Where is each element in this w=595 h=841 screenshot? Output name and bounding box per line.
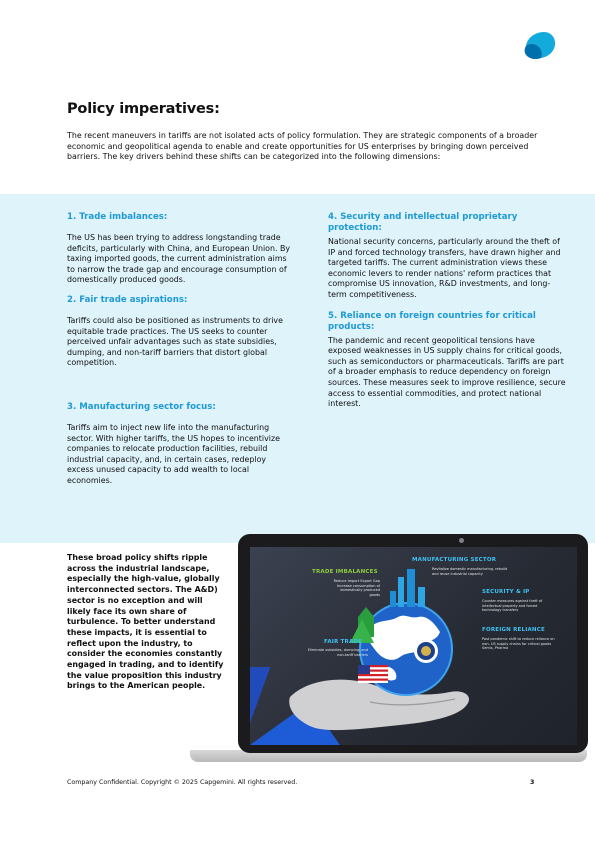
capgemini-spade-icon — [520, 30, 560, 64]
drivers-right-column — [328, 212, 566, 410]
drivers-left-column — [67, 212, 295, 487]
section-title: 5. Reliance on foreign countries for critical products: — [328, 310, 536, 332]
page-number: 3 — [530, 779, 535, 786]
desc-manufacturing: Revitalize domestic manufacturing, rebuild and reuse industrial capacity — [432, 567, 508, 576]
section-body: Tariffs could also be positioned as instruments to drive equitable trade practices. The US seeks to counter perceived unfair advantages such as state subsidies, dumping, and non-tariff barriers that distort global competition. — [67, 315, 283, 368]
section-title: 1. Trade imbalances: — [67, 212, 168, 222]
intro-paragraph: The recent maneuvers in tariffs are not isolated acts of policy formulation. They are strategic components of a broader economic and geopolitical agenda to enable and create opportunities for US enterprises by bringing down perceived barriers. The key drivers behind these shifts can be categorized into the following dimensions: — [67, 131, 538, 162]
laptop-infographic — [190, 534, 595, 764]
label-foreign-reliance: FOREIGN RELIANCE — [482, 627, 545, 633]
driver-section-fair-trade — [67, 295, 295, 369]
section-body: Tariffs aim to inject new life into the manufacturing sector. With higher tariffs, the US hopes to incentivize companies to relocate production facilities, rebuild industrial capacity, and, in certain cases, redeploy excess unused capacity to add wealth to local economies. — [67, 422, 280, 485]
label-security-ip: SECURITY & IP — [482, 589, 530, 595]
label-fair-trade: FAIR TRADE — [324, 639, 363, 645]
section-title: 3. Manufacturing sector focus: — [67, 401, 216, 412]
driver-section-manufacturing — [67, 402, 295, 487]
summary-paragraph: These broad policy shifts ripple across the industrial landscape, especially the high-value, globally interconnected sectors. The A&D) sector is no exception and will likely face its own share of turbulence. To better understand these impacts, it is essential to reflect upon the industry, to consider the economies constantly engaged in trading, and to identify the value proposition this industry brings to the American people. — [67, 553, 224, 691]
driver-section-foreign-reliance — [328, 311, 566, 410]
desc-trade-imbalances: Reduce Import Export Gap Increase consumption of domestically produced goods — [333, 579, 380, 597]
page-title: Policy imperatives: — [67, 101, 220, 117]
section-body: The US has been trying to address longstanding trade deficits, particularly with China, and European Union. By taxing imported goods, the current administration aims to narrow the trade gap and encourage consumption of domestically produced goods. — [67, 233, 291, 285]
driver-section-trade-imbalances — [67, 212, 295, 286]
section-body: The pandemic and recent geopolitical tensions have exposed weaknesses in US supply chains for critical goods, such as semiconductors or pharmaceuticals. Tariffs are part of a broader emphasis to reduce dependency on foreign sources. These measures seek to improve resilience, secure access to essential commodities, and protect national interest. — [328, 335, 566, 409]
section-title: 2. Fair trade aspirations: — [67, 294, 188, 305]
label-trade-imbalances: TRADE IMBALANCES — [312, 569, 378, 575]
laptop-screen — [250, 547, 577, 745]
driver-section-security-ip — [328, 212, 566, 301]
footer-copyright: Company Confidential. Copyright © 2025 Capgemini. All rights reserved. — [67, 779, 298, 786]
section-body: National security concerns, particularly around the theft of IP and forced technology transfers, have drawn higher and targeted tariffs. The current administration views these economic levers to render nations' reform practices that compromise US innovation, R&D investments, and long-term competitiveness. — [328, 237, 561, 299]
desc-fair-trade: Eliminate subsidies, dumping, and non-tariff barriers — [307, 648, 368, 657]
desc-security-ip: Counter measures against theft of intellectual property and forced technology transfers — [482, 599, 543, 613]
section-title: 4. Security and intellectual proprietary protection: — [328, 212, 518, 233]
webcam-icon — [459, 538, 464, 543]
label-manufacturing: MANUFACTURING SECTOR — [412, 557, 497, 563]
desc-foreign-reliance: Post pandemic shift to reduce reliance on non- US supply chains for critical goods Semis, Pharma — [482, 637, 555, 651]
